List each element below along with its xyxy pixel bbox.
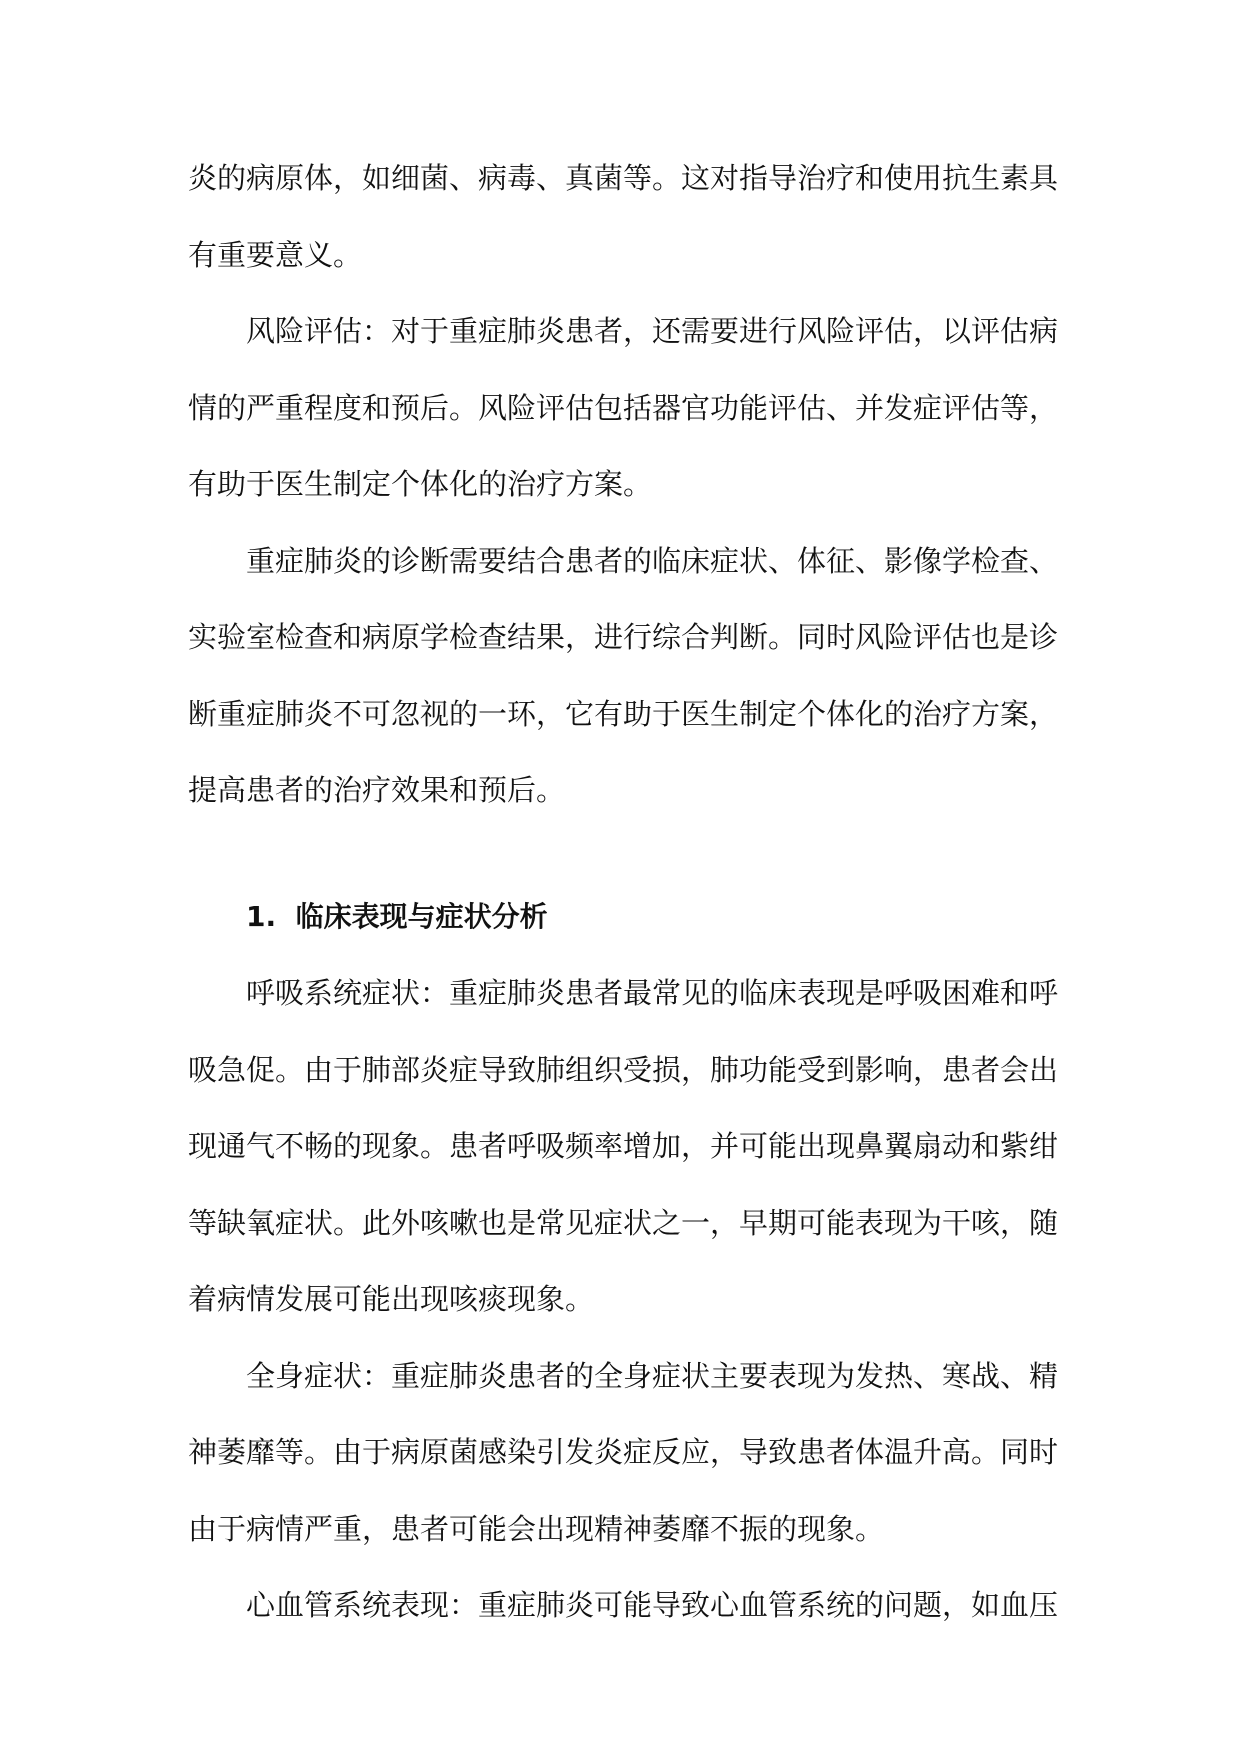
section-heading xyxy=(188,879,1058,956)
text-line: 风险评估：对于重症肺炎患者，还需要进行风险评估，以评估病 xyxy=(246,314,1059,348)
text-line: 重症肺炎的诊断需要结合患者的临床症状、体征、影像学检查、 xyxy=(246,543,1059,578)
text-line: 呼吸系统症状：重症肺炎患者最常见的临床表现是呼吸困难和呼 xyxy=(246,976,1059,1010)
text-line: 等缺氧症状。此外咳嗽也是常见症状之一，早期可能表现为干咳，随 xyxy=(188,1205,1059,1240)
paragraph xyxy=(188,955,1058,1338)
text-line: 有重要意义。 xyxy=(188,237,363,272)
paragraph xyxy=(188,140,1058,293)
text-line: 情的严重程度和预后。风险评估包括器官功能评估、并发症评估等， xyxy=(188,390,1059,425)
text-line: 神萎靡等。由于病原菌感染引发炎症反应，导致患者体温升高。同时 xyxy=(188,1435,1059,1469)
section-gap xyxy=(188,829,1058,879)
document-body xyxy=(188,140,1058,1644)
text-line: 断重症肺炎不可忽视的一环，它有助于医生制定个体化的治疗方案， xyxy=(188,696,1059,731)
text-line: 有助于医生制定个体化的治疗方案。 xyxy=(188,467,653,501)
paragraph xyxy=(188,523,1058,829)
text-line: 炎的病原体，如细菌、病毒、真菌等。这对指导治疗和使用抗生素具 xyxy=(188,161,1059,195)
paragraph xyxy=(188,1567,1058,1644)
text-line: 提高患者的治疗效果和预后。 xyxy=(188,773,566,807)
text-line: 着病情发展可能出现咳痰现象。 xyxy=(188,1282,595,1316)
paragraph xyxy=(188,1338,1058,1568)
text-line: 由于病情严重，患者可能会出现精神萎靡不振的现象。 xyxy=(188,1511,885,1546)
text-line: 吸急促。由于肺部炎症导致肺组织受损，肺功能受到影响，患者会出 xyxy=(188,1052,1059,1087)
section-number: 1. xyxy=(246,899,277,933)
text-line: 全身症状：重症肺炎患者的全身症状主要表现为发热、寒战、精 xyxy=(246,1358,1059,1393)
text-line: 实验室检查和病原学检查结果，进行综合判断。同时风险评估也是诊 xyxy=(188,620,1059,654)
text-line: 心血管系统表现：重症肺炎可能导致心血管系统的问题，如血压 xyxy=(246,1588,1059,1622)
text-line: 现通气不畅的现象。患者呼吸频率增加，并可能出现鼻翼扇动和紫绀 xyxy=(188,1129,1059,1163)
paragraph xyxy=(188,293,1058,523)
section-title: 临床表现与症状分析 xyxy=(295,899,548,933)
